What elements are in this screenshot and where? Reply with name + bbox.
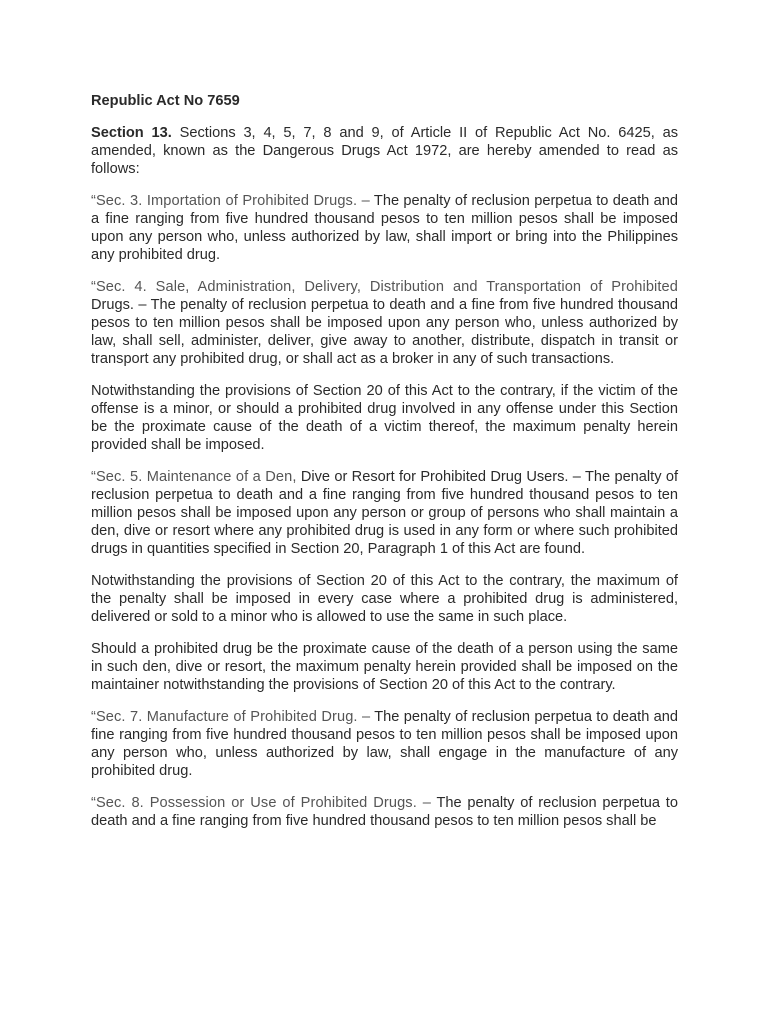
paragraph-sec-7 <box>91 708 678 780</box>
paragraph-sec-3 <box>91 192 678 264</box>
paragraph-sec-8 <box>91 794 678 830</box>
paragraph-text: Sections 3, 4, 5, 7, 8 and 9, of Article II of Republic Act No. 6425, as amended, known as the Dangerous Drugs Act 1972, are hereby amended to read as follows: <box>91 125 678 177</box>
paragraph-text: The penalty of reclusion perpetua to death and a fine ranging from five hundred thousand pesos to ten million pesos shall be imposed upon any person who, unless authorized by law, shall import or bring into the Philippines any prohibited drug. <box>91 193 678 263</box>
paragraph-text: Notwithstanding the provisions of Section 20 of this Act to the contrary, if the victim of the offense is a minor, or should a prohibited drug involved in any offense under this Section be the proximate cause of the death of a victim thereof, the maximum penalty herein provided shall be imposed. <box>91 383 678 453</box>
paragraph-text: Dive or Resort for Prohibited Drug Users. – The penalty of reclusion perpetua to death and a fine ranging from five hundred thousand pesos to ten million pesos shall be imposed upon any person or group of persons who shall maintain a den, dive or resort where any prohibited drug is used in any form or where such prohibited drugs in quantities specified in Section 20, Paragraph 1 of this Act are found. <box>91 469 678 557</box>
section-heading: “Sec. 3. Importation of Prohibited Drugs. – <box>91 193 370 209</box>
paragraph-section-13 <box>91 124 678 178</box>
paragraph-proximate-cause-den <box>91 640 678 694</box>
section-label: Section 13. <box>91 125 172 141</box>
section-heading: “Sec. 5. Maintenance of a Den, <box>91 469 297 485</box>
paragraph-sec-4 <box>91 278 678 368</box>
section-heading: “Sec. 7. Manufacture of Prohibited Drug. – <box>91 709 371 725</box>
paragraph-sec-5 <box>91 468 678 558</box>
section-heading: “Sec. 4. Sale, Administration, Delivery, Distribution and Transportation of Prohibited <box>91 279 678 295</box>
section-heading: “Sec. 8. Possession or Use of Prohibited Drugs. – <box>91 795 431 811</box>
paragraph-notwithstanding-minor-victim <box>91 382 678 454</box>
paragraph-notwithstanding-minor-place <box>91 572 678 626</box>
paragraph-text: Drugs. – The penalty of reclusion perpetua to death and a fine from five hundred thousand pesos to ten million pesos shall be imposed upon any person who, unless authorized by law, shall sell, administer, deliver, give away to another, distribute, dispatch in transit or transport any prohibited drug, or shall act as a broker in any of such transactions. <box>91 297 678 367</box>
document-page <box>91 84 678 830</box>
paragraph-text: The penalty of reclusion perpetua to death and fine ranging from five hundred thousand pesos to ten million pesos shall be imposed upon any person who, unless authorized by law, shall engage in the manufacture of any prohibited drug. <box>91 709 678 779</box>
paragraph-text: Notwithstanding the provisions of Section 20 of this Act to the contrary, the maximum of the penalty shall be imposed in every case where a prohibited drug is administered, delivered or sold to a minor who is allowed to use the same in such place. <box>91 573 678 625</box>
paragraph-text: The penalty of reclusion perpetua to death and a fine ranging from five hundred thousand pesos to ten million pesos shall be <box>91 795 678 829</box>
paragraph-text: Should a prohibited drug be the proximate cause of the death of a person using the same in such den, dive or resort, the maximum penalty herein provided shall be imposed on the maintainer notwithstanding the provisions of Section 20 of this Act to the contrary. <box>91 641 678 693</box>
document-title: Republic Act No 7659 <box>91 93 240 109</box>
